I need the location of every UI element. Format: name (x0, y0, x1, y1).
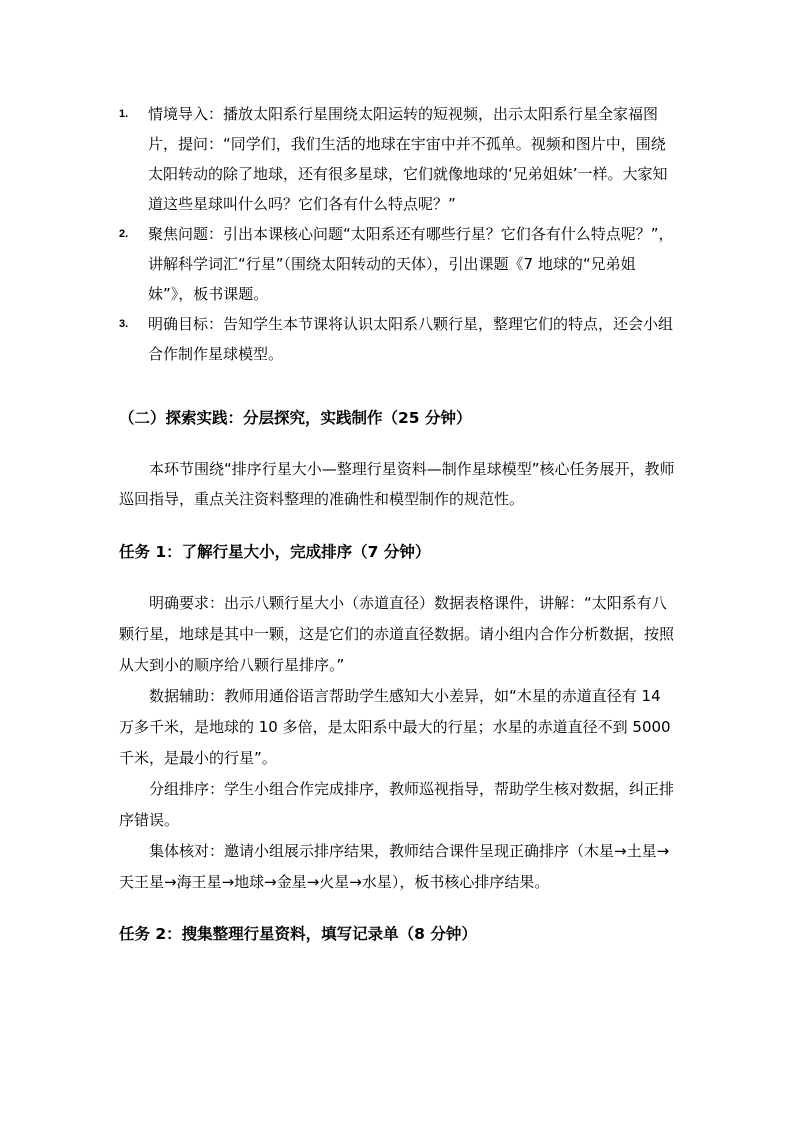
list-item-number: 1. (119, 108, 129, 120)
task1-paragraph: 明确要求：出示八颗行星大小（赤道直径）数据表格课件，讲解：“太阳系有八颗行星，地球是其中一颗，这是它们的赤道直径数据。请小组内合作分析数据，按照从大到小的顺序给八颗行星排序。” (119, 594, 675, 674)
list-item-text: 明确目标：告知学生本节课将认识太阳系八颗行星，整理它们的特点，还会小组合作制作星球模型。 (148, 315, 674, 363)
list-item (119, 219, 679, 309)
task1-paragraph: 集体核对：邀请小组展示排序结果，教师结合课件呈现正确排序（木星→土星→天王星→海王星→地球→金星→火星→水星），板书核心排序结果。 (119, 842, 670, 891)
list-item-text: 情境导入：播放太阳系行星围绕太阳运转的短视频，出示太阳系行星全家福图片，提问：“同学们，我们生活的地球在宇宙中并不孤单。视频和图片中，围绕太阳转动的除了地球，还有很多星球，它们就像地球的‘兄弟姐妹’一样。大家知道这些星球叫什么吗？它们各有什么特点呢？” (148, 105, 668, 213)
task1-heading: 任务 1：了解行星大小，完成排序（7 分钟） (119, 543, 431, 561)
section-heading: （二）探索实践：分层探究，实践制作（25 分钟） (119, 409, 472, 427)
task1-paragraph: 分组排序：学生小组合作完成排序，教师巡视指导，帮助学生核对数据，纠正排序错误。 (119, 780, 675, 829)
list-item-number: 2. (119, 228, 129, 240)
intro-numbered-list (119, 99, 679, 369)
task1-body (119, 588, 679, 898)
task2-heading: 任务 2：搜集整理行星资料，填写记录单（8 分钟） (119, 925, 477, 943)
task1-paragraph: 数据辅助：教师用通俗语言帮助学生感知大小差异，如“木星的赤道直径有 14 万多千米，是地球的 10 多倍，是太阳系中最大的行星；水星的赤道直径不到 5000 千米，是最小的行星”。 (119, 687, 671, 767)
list-item (119, 309, 679, 369)
list-item-text: 聚焦问题：引出本课核心问题“太阳系还有哪些行星？它们各有什么特点呢？”，讲解科学词汇“行星”（围绕太阳转动的天体），引出课题《7 地球的“兄弟姐妹”》，板书课题。 (148, 225, 674, 303)
list-item (119, 99, 679, 219)
list-item-number: 3. (119, 318, 129, 330)
section-intro-paragraph: 本环节围绕“排序行星大小—整理行星资料—制作星球模型”核心任务展开，教师巡回指导，重点关注资料整理的准确性和模型制作的规范性。 (119, 460, 675, 508)
